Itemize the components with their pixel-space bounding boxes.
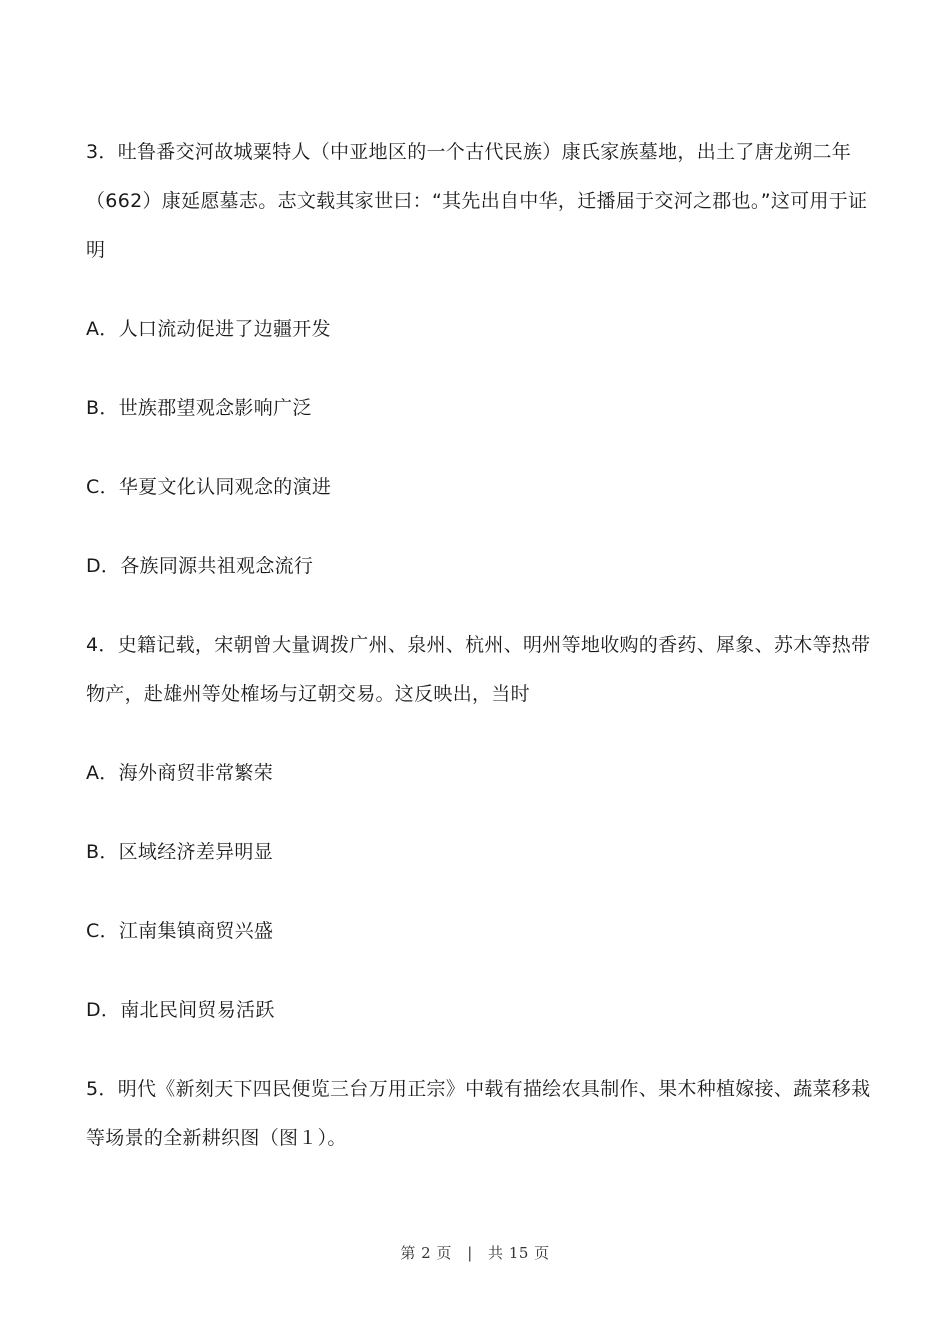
option-c: C．华夏文化认同观念的演进 <box>86 476 332 498</box>
question-3 <box>86 128 876 591</box>
question-stem: 3．吐鲁番交河故城粟特人（中亚地区的一个古代民族）康氏家族墓地，出土了唐龙朔二年（662）康延愿墓志。志文载其家世曰：“其先出自中华，迁播届于交河之郡也。”这可用于证明 <box>86 141 868 261</box>
question-4 <box>86 621 876 1035</box>
option-a: A．海外商贸非常繁荣 <box>86 762 273 784</box>
option-d: D．各族同源共祖观念流行 <box>86 555 314 577</box>
option-d: D．南北民间贸易活跃 <box>86 999 275 1021</box>
total-pages: 共 15 页 <box>488 1244 550 1262</box>
question-stem: 4．史籍记载，宋朝曾大量调拨广州、泉州、杭州、明州等地收购的香药、犀象、苏木等热带物产，赴雄州等处榷场与辽朝交易。这反映出，当时 <box>86 634 871 705</box>
page-content <box>86 128 876 1163</box>
option-c: C．江南集镇商贸兴盛 <box>86 920 274 942</box>
option-a: A．人口流动促进了边疆开发 <box>86 318 331 340</box>
option-b: B．区域经济差异明显 <box>86 841 274 863</box>
question-stem: 5．明代《新刻天下四民便览三台万用正宗》中载有描绘农具制作、果木种植嫁接、蔬菜移栽等场景的全新耕织图（图１）。 <box>86 1078 871 1149</box>
page-number: 第 2 页 <box>400 1244 452 1262</box>
question-5 <box>86 1065 876 1163</box>
option-b: B．世族郡望观念影响广泛 <box>86 397 312 419</box>
footer-separator: | <box>467 1244 473 1262</box>
page-footer <box>0 1242 950 1263</box>
